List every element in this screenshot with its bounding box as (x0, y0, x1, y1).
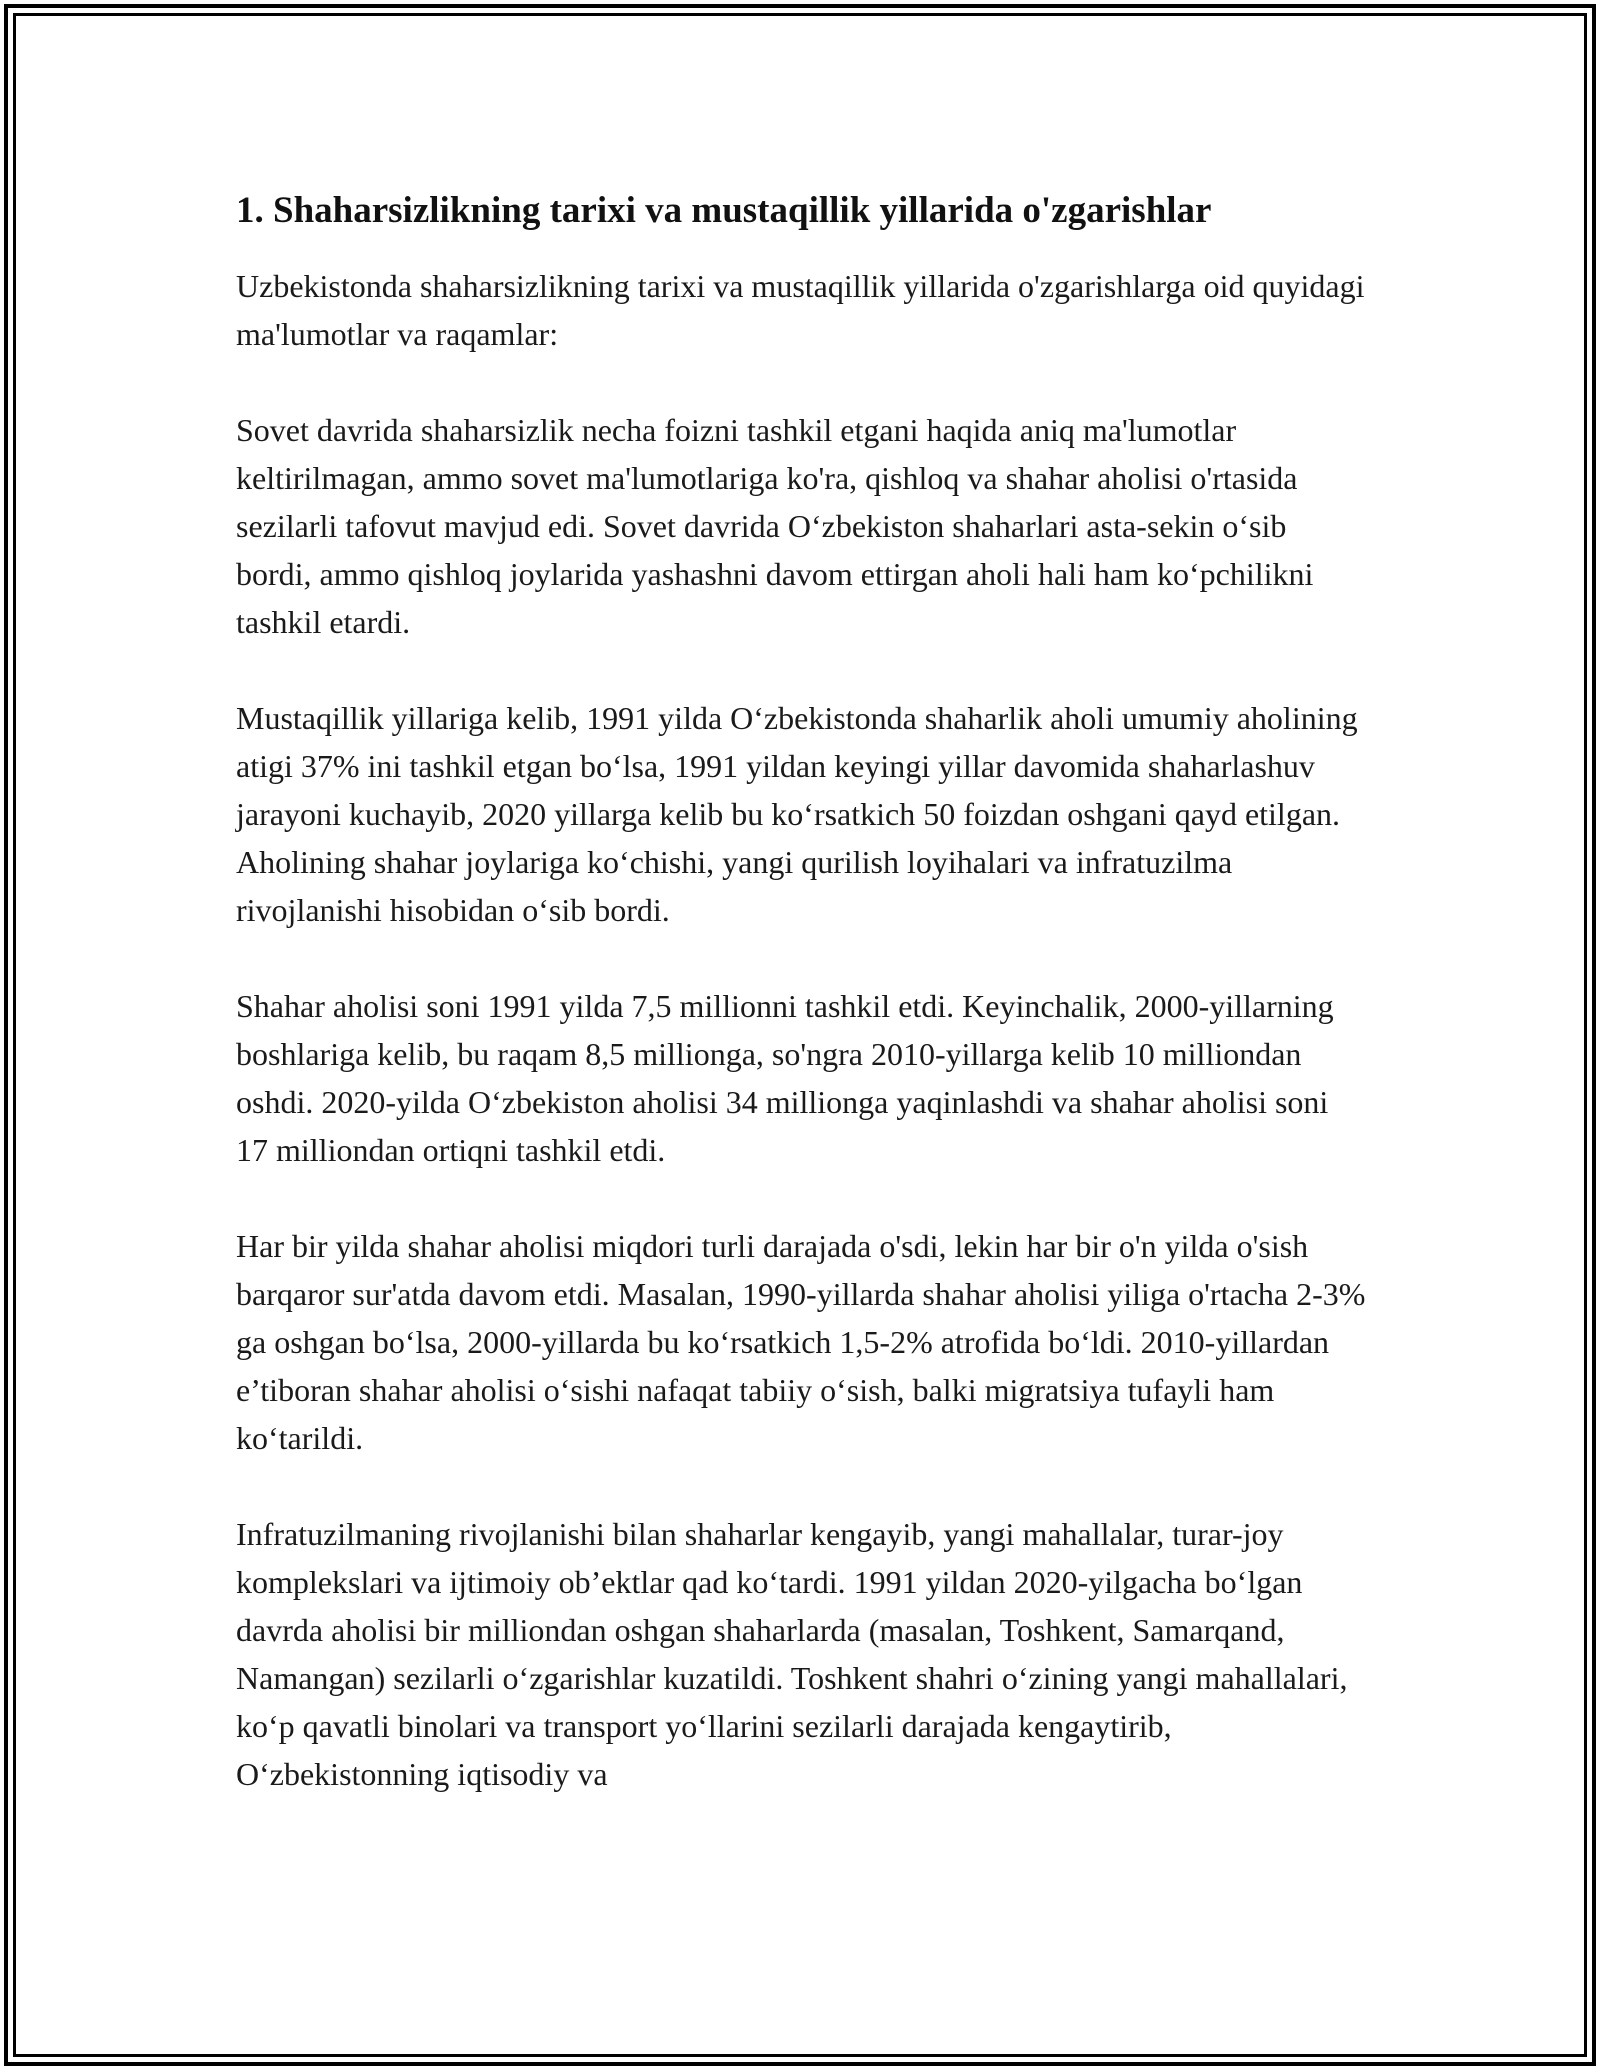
paragraph-infrastructure: Infratuzilmaning rivojlanishi bilan shaharlar kengayib, yangi mahallalar, turar-joy komplekslari va ijtimoiy ob’ektlar qad ko‘tardi. 1991 yildan 2020-yilgacha bo‘lgan davrda aholisi bir milliondan oshgan shaharlarda (masalan, Toshkent, Samarqand, Namangan) sezilarli o‘zgarishlar kuzatildi. Toshkent shahri o‘zining yangi mahallalari, ko‘p qavatli binolari va transport yo‘llarini sezilarli darajada kengaytirib, O‘zbekistonning iqtisodiy va (236, 1516, 1348, 1792)
paragraph-intro: Uzbekistonda shaharsizlikning tarixi va mustaqillik yillarida o'zgarishlarga oid quyidagi ma'lumotlar va raqamlar: (236, 268, 1365, 352)
paragraph-independence-years: Mustaqillik yillariga kelib, 1991 yilda O‘zbekistonda shaharlik aholi umumiy aholining atigi 37% ini tashkil etgan bo‘lsa, 1991 yildan keyingi yillar davomida shaharlashuv jarayoni kuchayib, 2020 yillarga kelib bu ko‘rsatkich 50 foizdan oshgani qayd etilgan. Aholining shahar joylariga ko‘chishi, yangi qurilish loyihalari va infratuzilma rivojlanishi hisobidan o‘sib bordi. (236, 700, 1358, 928)
document-title: 1. Shaharsizlikning tarixi va mustaqillik yillarida o'zgarishlar (236, 190, 1212, 231)
paragraph-urban-population: Shahar aholisi soni 1991 yilda 7,5 millionni tashkil etdi. Keyinchalik, 2000-yillarning boshlariga kelib, bu raqam 8,5 millionga, so'ngra 2010-yillarga kelib 10 milliondan oshdi. 2020-yilda O‘zbekiston aholisi 34 millionga yaqinlashdi va shahar aholisi soni 17 milliondan ortiqni tashkil etdi. (236, 988, 1334, 1168)
document-body (236, 186, 1366, 1846)
paragraph-soviet-period: Sovet davrida shaharsizlik necha foizni tashkil etgani haqida aniq ma'lumotlar keltirilmagan, ammo sovet ma'lumotlariga ko'ra, qishloq va shahar aholisi o'rtasida sezilarli tafovut mavjud edi. Sovet davrida O‘zbekiston shaharlari asta-sekin o‘sib bordi, ammo qishloq joylarida yashashni davom ettirgan aholi hali ham ko‘pchilikni tashkil etardi. (236, 412, 1314, 640)
paragraph-growth-rates: Har bir yilda shahar aholisi miqdori turli darajada o'sdi, lekin har bir o'n yilda o'sish barqaror sur'atda davom etdi. Masalan, 1990-yillarda shahar aholisi yiliga o'rtacha 2-3% ga oshgan bo‘lsa, 2000-yillarda bu ko‘rsatkich 1,5-2% atrofida bo‘ldi. 2010-yillardan e’tiboran shahar aholisi o‘sishi nafaqat tabiiy o‘sish, balki migratsiya tufayli ham ko‘tarildi. (236, 1228, 1366, 1456)
